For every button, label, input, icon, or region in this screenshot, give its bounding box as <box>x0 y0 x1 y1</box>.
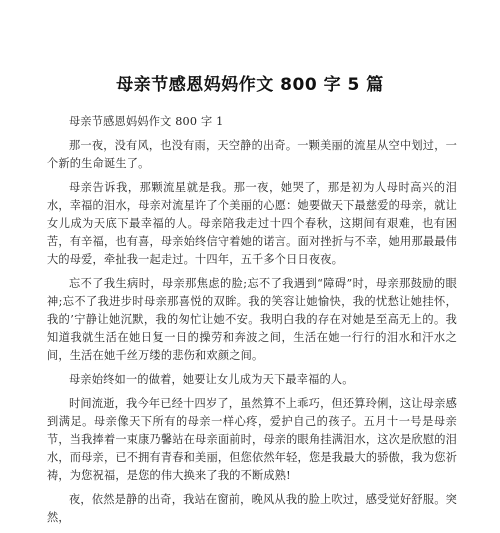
paragraph-1: 那一夜，没有风，也没有雨，天空静的出奇。一颗美丽的流星从空中划过，一个新的生命诞生了。 <box>47 139 457 170</box>
paragraph-5: 时间流逝，我今年已经十四岁了，虽然算不上乖巧，但还算玲俐，这让母亲感到满足。母亲像天下所有的母亲一样心疼，爱护自己的孩子。五月十一号是母亲节，当我捧着一束康乃馨站在母亲面前时，母亲的眼角挂满泪水，这次是欣慰的泪水，而母亲，已不拥有青春和美丽，但您依然年轻，您是我最大的骄傲，我为您祈祷，为您祝福，是您的伟大换来了我的不断成熟! <box>47 397 457 482</box>
document-body <box>47 113 457 533</box>
paragraph-4: 母亲始终如一的做着，她要让女儿成为天下最幸福的人。 <box>69 373 354 386</box>
section-heading: 母亲节感恩妈妈作文 800 字 1 <box>69 115 224 128</box>
paragraph-2: 母亲告诉我，那颗流星就是我。那一夜，她哭了，那是初为人母时高兴的泪水，幸福的泪水，母亲对流星许了个美丽的心愿：她要做天下最慈爱的母亲，就让女儿成为天底下最幸福的人。母亲陪我走过十四个春秋，这期间有艰难，也有困苦，有辛福，也有喜，母亲始终信守着她的诺言。面对挫折与不幸，她用那最最伟大的母爱，牵扯我一起走过。十四年，五千多个日日夜夜。 <box>47 181 457 266</box>
paragraph-3: 忘不了我生病时，母亲那焦虑的脸;忘不了我遇到“障碍”时，母亲那鼓励的眼神;忘不了我进步时母亲那喜悦的双眸。我的笑容让她愉快，我的忧愁让她挂怀，我的’宁静让她沉默，我的匆忙让她不安。我明白我的存在对她是至高无上的。我知道我就生活在她日复一日的操劳和奔波之间，生活在她一行行的泪水和汗水之间，生活在她千丝万缕的悲伤和欢颜之间。 <box>47 277 457 362</box>
paragraph-6: 夜，依然是静的出奇，我站在窗前，晚风从我的脸上吹过，感受觉好舒服。突然， <box>47 493 457 524</box>
document-title: 母亲节感恩妈妈作文 800 字 5 篇 <box>116 75 384 95</box>
